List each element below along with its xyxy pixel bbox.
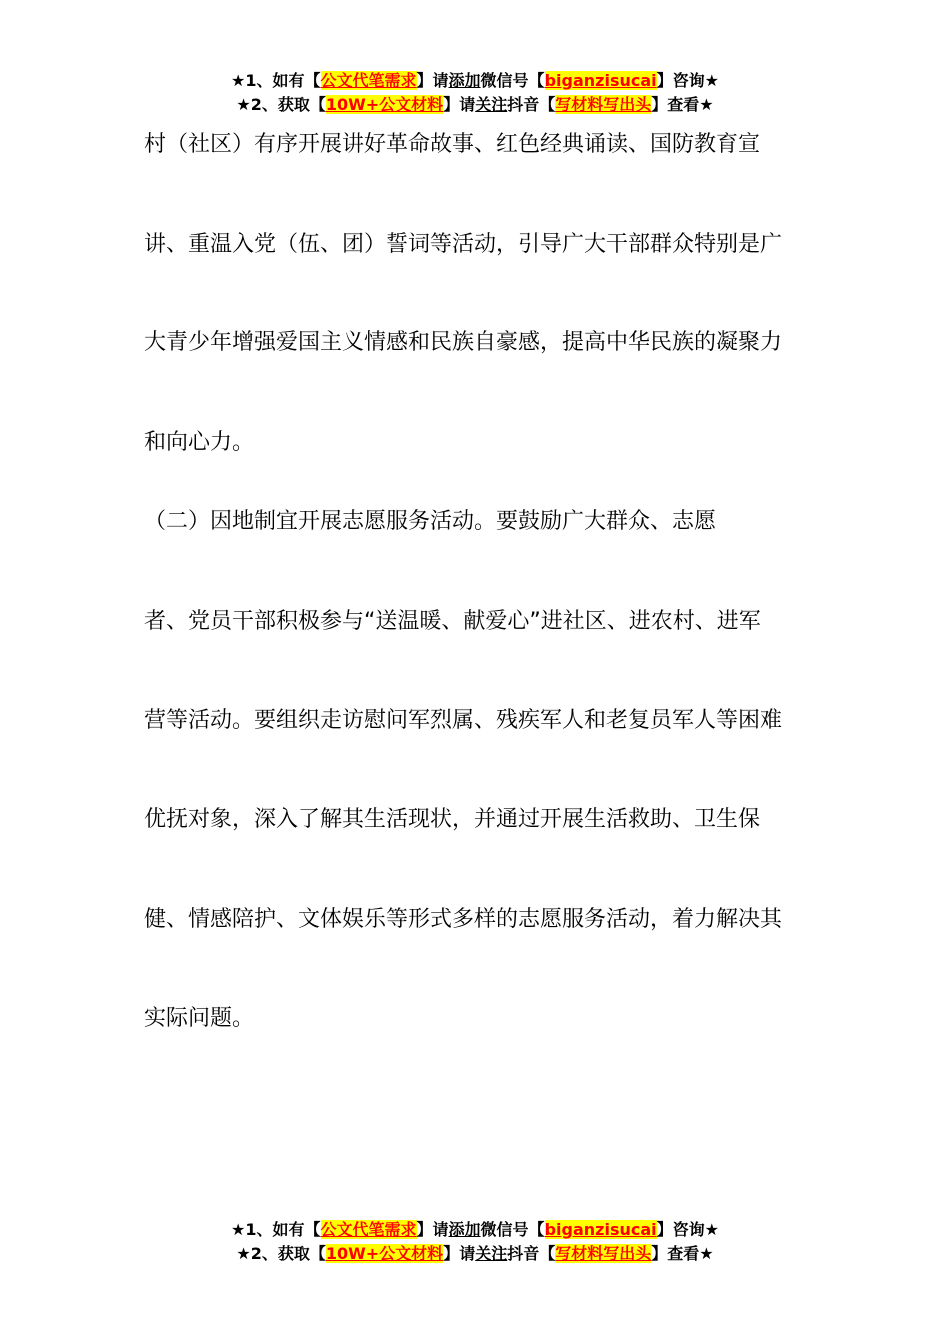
body-line: 讲、重温入党（伍、团）誓词等活动，引导广大干部群众特别是广	[144, 232, 783, 257]
body-line: （二）因地制宜开展志愿服务活动。要鼓励广大群众、志愿	[144, 509, 717, 534]
banner-highlight: 10W+公文材料	[325, 1244, 444, 1263]
banner-underline: 关注	[475, 1244, 508, 1263]
banner-highlight: 写材料写出头	[555, 95, 652, 114]
banner-highlight: 写材料写出头	[555, 1244, 652, 1263]
header-banner	[0, 69, 950, 117]
banner-highlight: biganzisucai	[544, 71, 657, 90]
banner-text: 】咨询★	[656, 1220, 719, 1239]
banner-text: ★1、如有【	[231, 1220, 321, 1239]
banner-underline: 关注	[475, 95, 508, 114]
banner-text: 】查看★	[651, 95, 714, 114]
body-line: 大青少年增强爱国主义情感和民族自豪感，提高中华民族的凝聚力	[144, 330, 783, 355]
body-line: 实际问题。	[144, 1006, 255, 1031]
banner-text: 】请	[416, 1220, 449, 1239]
banner-highlight: 10W+公文材料	[325, 95, 444, 114]
body-line: 健、情感陪护、文体娱乐等形式多样的志愿服务活动，着力解决其	[144, 907, 783, 932]
banner-underline: 添加	[448, 71, 481, 90]
banner-text: 】咨询★	[656, 71, 719, 90]
body-line: 者、党员干部积极参与“送温暖、献爱心”进社区、进农村、进军	[144, 609, 761, 634]
body-line: 优抚对象，深入了解其生活现状，并通过开展生活救助、卫生保	[144, 807, 761, 832]
banner-text: 】请	[443, 95, 476, 114]
banner-line-2	[0, 93, 950, 117]
banner-line-2	[0, 1242, 950, 1266]
banner-highlight: 公文代笔需求	[320, 71, 417, 90]
body-line: 和向心力。	[144, 430, 255, 455]
banner-text: ★1、如有【	[231, 71, 321, 90]
banner-text: 】请	[443, 1244, 476, 1263]
banner-text: 微信号【	[480, 71, 545, 90]
banner-text: 抖音【	[507, 1244, 556, 1263]
body-line: 营等活动。要组织走访慰问军烈属、残疾军人和老复员军人等困难	[144, 708, 783, 733]
body-line: 村（社区）有序开展讲好革命故事、红色经典诵读、国防教育宣	[144, 132, 761, 157]
banner-highlight: biganzisucai	[544, 1220, 657, 1239]
banner-text: 抖音【	[507, 95, 556, 114]
banner-text: 】请	[416, 71, 449, 90]
banner-underline: 添加	[448, 1220, 481, 1239]
banner-text: 】查看★	[651, 1244, 714, 1263]
footer-banner	[0, 1218, 950, 1266]
banner-line-1	[0, 1218, 950, 1242]
banner-text: ★2、获取【	[236, 1244, 326, 1263]
banner-highlight: 公文代笔需求	[320, 1220, 417, 1239]
banner-text: ★2、获取【	[236, 95, 326, 114]
banner-text: 微信号【	[480, 1220, 545, 1239]
banner-line-1	[0, 69, 950, 93]
